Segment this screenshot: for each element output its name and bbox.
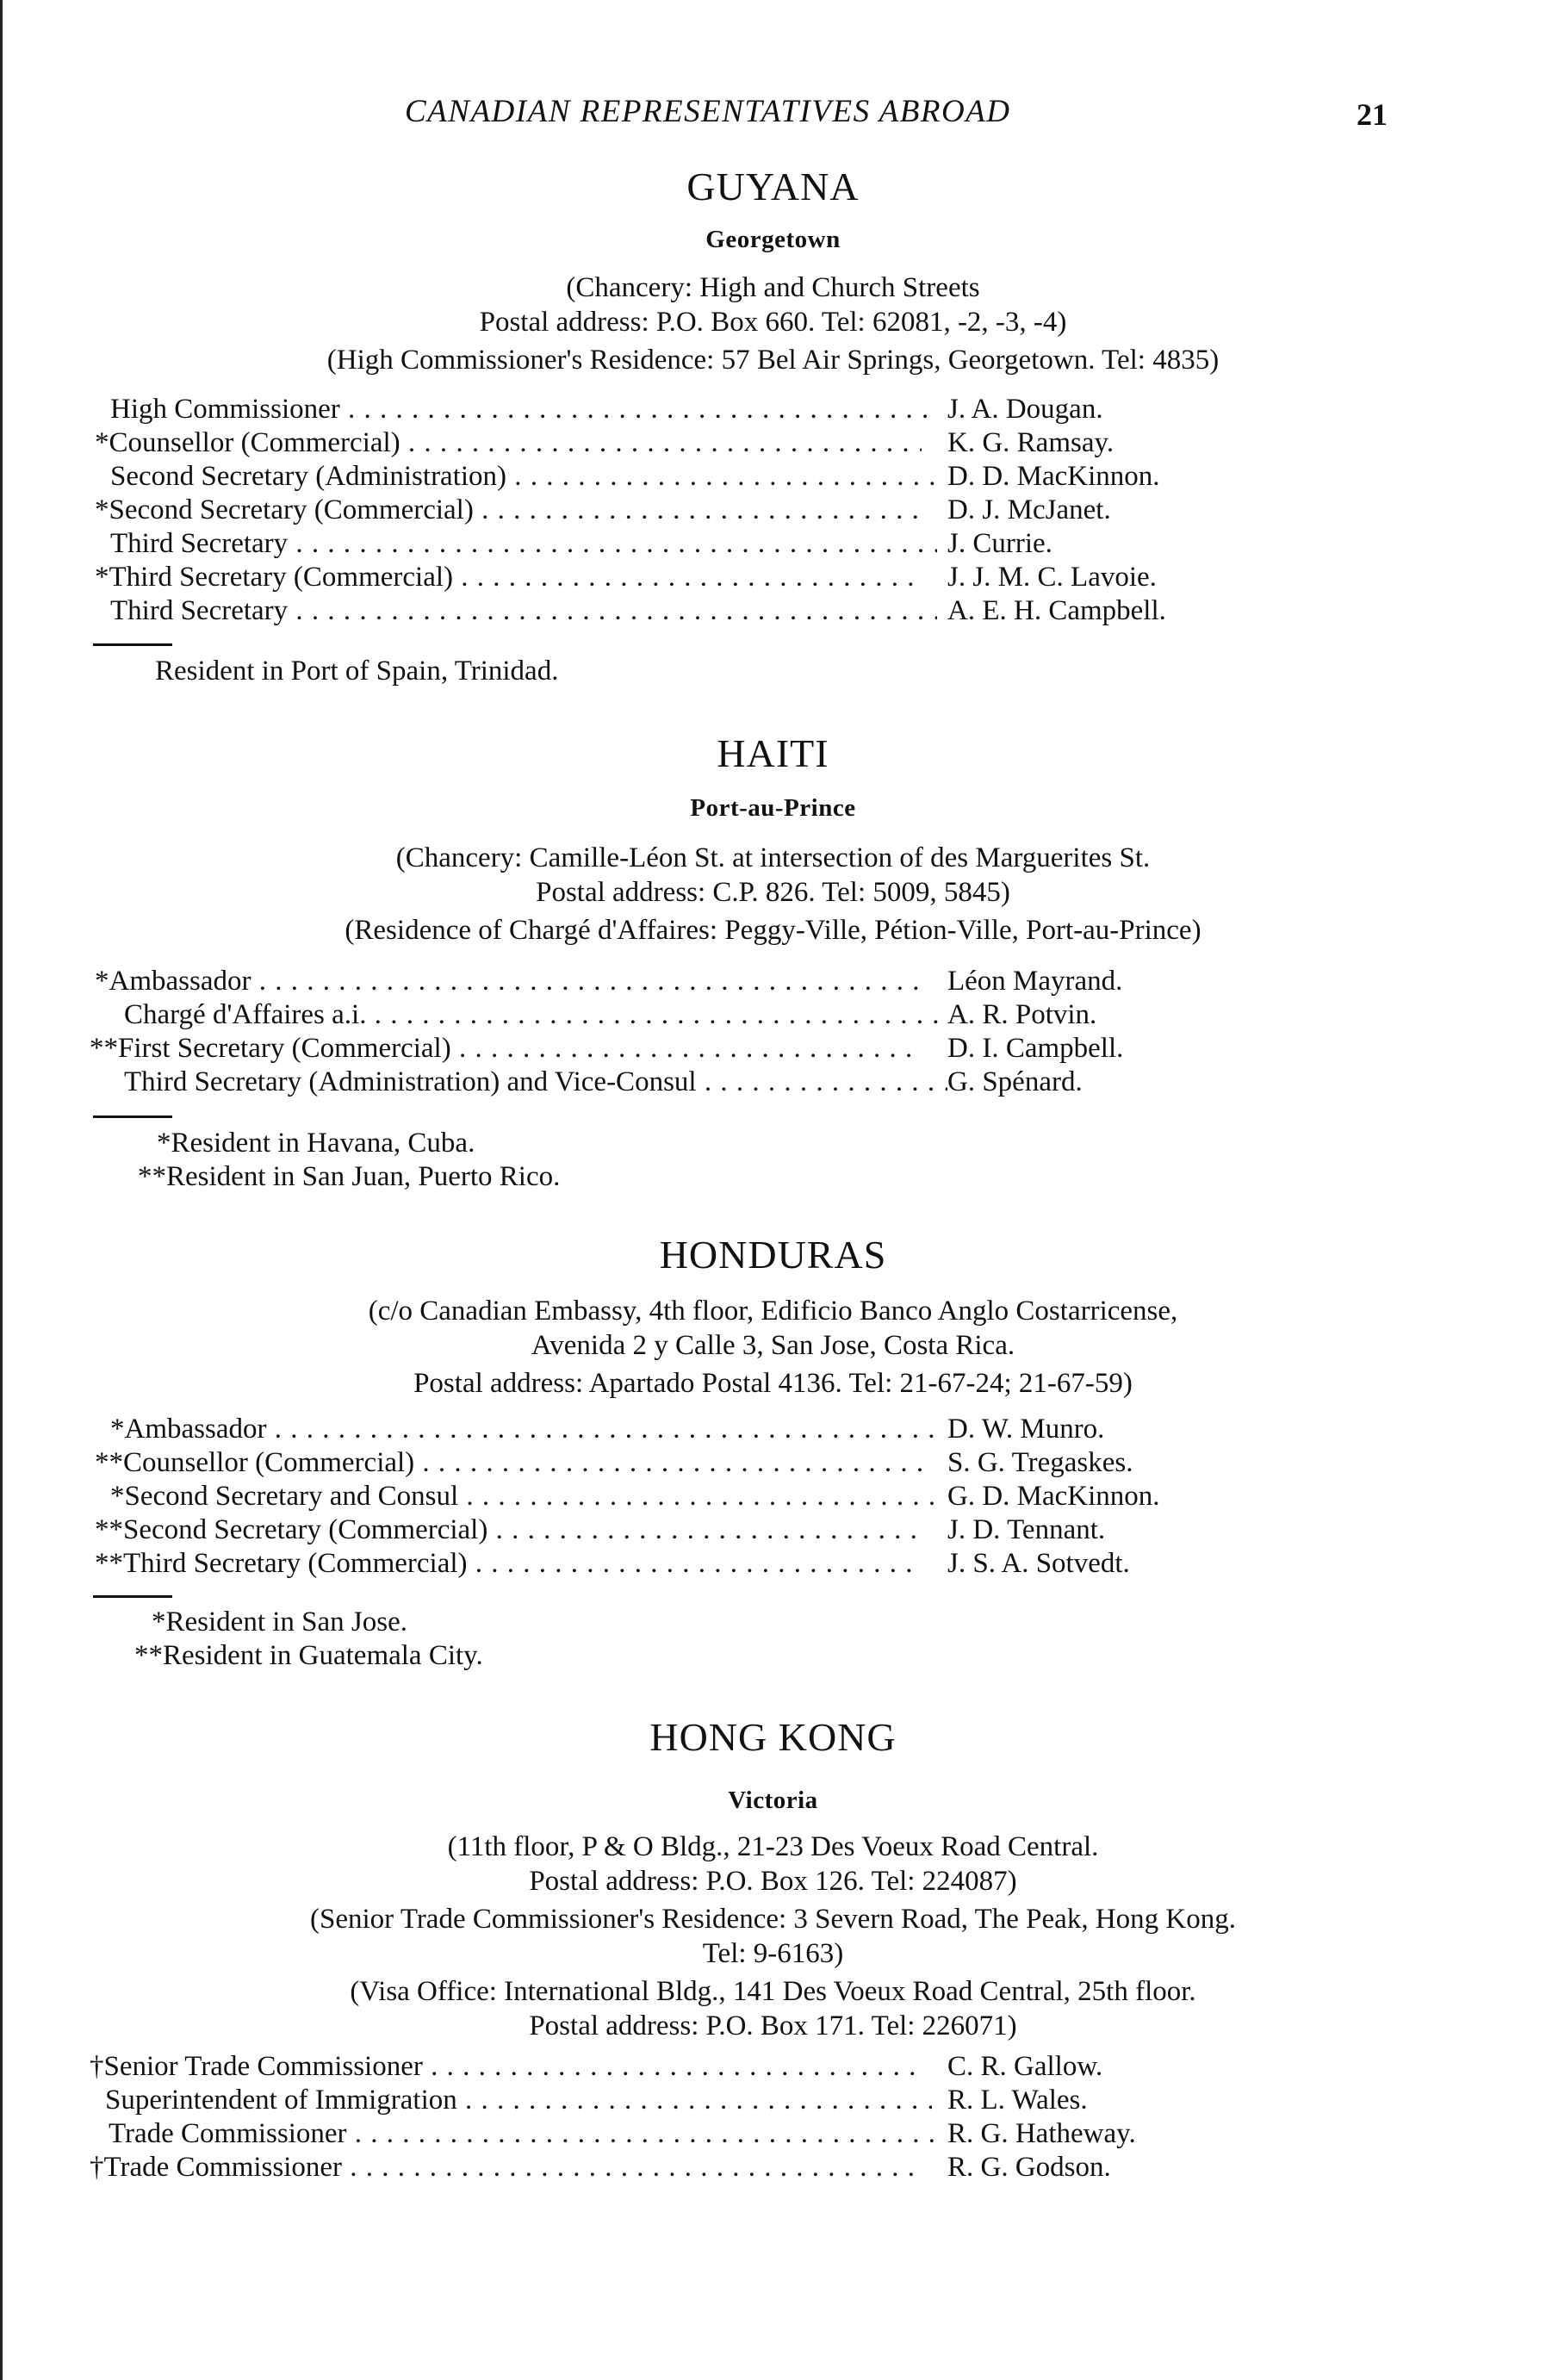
staff-name: Léon Mayrand.	[947, 966, 1123, 997]
country-heading: GUYANA	[686, 165, 860, 208]
staff-row	[90, 965, 1226, 998]
address-block	[0, 841, 1546, 948]
city-heading: Port-au-Prince	[690, 794, 856, 822]
footnotes	[138, 1127, 560, 1194]
staff-row	[90, 393, 1226, 426]
staff-name: J. S. A. Sotvedt.	[947, 1548, 1130, 1579]
staff-list	[90, 965, 1226, 1099]
footnote: **Resident in San Juan, Puerto Rico.	[138, 1161, 561, 1192]
staff-position: †Senior Trade Commissioner . . .	[90, 2050, 916, 2084]
address-block	[0, 1830, 1546, 2043]
staff-list	[90, 1413, 1226, 1581]
staff-name: C. R. Gallow.	[947, 2051, 1103, 2082]
address-line: (11th floor, P & O Bldg., 21-23 Des Voeux Road Central.	[447, 1831, 1099, 1862]
page-number: 21	[1357, 97, 1388, 132]
staff-row	[90, 998, 1226, 1032]
staff-name: J. Currie.	[947, 528, 1052, 559]
staff-list	[90, 2050, 1226, 2184]
staff-position: **Second Secretary (Commercial) . . .	[90, 1513, 922, 1547]
staff-list	[90, 393, 1226, 628]
staff-position: Third Secretary . . .	[90, 594, 937, 628]
staff-position: Trade Commissioner . . .	[90, 2117, 935, 2151]
staff-position: *Third Secretary (Commercial) . . .	[90, 561, 922, 594]
staff-position: *Second Secretary (Commercial) . . .	[90, 494, 922, 527]
address-line: (Chancery: Camille-Léon St. at intersection of des Marguerites St.	[395, 842, 1151, 873]
staff-row	[90, 2117, 1226, 2151]
staff-name: S. G. Tregaskes.	[947, 1447, 1133, 1478]
staff-name: D. J. McJanet.	[947, 494, 1111, 525]
city-heading: Georgetown	[705, 226, 841, 253]
footnote-rule	[93, 643, 172, 646]
staff-name: K. G. Ramsay.	[947, 427, 1114, 458]
staff-row	[90, 460, 1226, 494]
address-line: Postal address: C.P. 826. Tel: 5009, 5845)	[536, 877, 1010, 908]
staff-row	[90, 1413, 1226, 1446]
staff-row	[90, 1032, 1226, 1066]
staff-row	[90, 1547, 1226, 1581]
staff-name: R. G. Godson.	[947, 2152, 1111, 2183]
staff-name: G. D. MacKinnon.	[947, 1481, 1160, 1512]
address-line: (Chancery: High and Church Streets	[566, 272, 980, 303]
footnotes	[134, 1606, 483, 1673]
footnote: *Resident in San Jose.	[152, 1606, 407, 1637]
staff-row	[90, 594, 1226, 628]
staff-position: Second Secretary (Administration) . . .	[90, 460, 937, 494]
staff-position: *Counsellor (Commercial) . . .	[90, 426, 922, 460]
address-line: (Residence of Chargé d'Affaires: Peggy-Ville, Pétion-Ville, Port-au-Prince)	[345, 915, 1201, 946]
staff-name: D. W. Munro.	[947, 1414, 1105, 1445]
staff-position: *Ambassador . . .	[90, 1413, 937, 1446]
staff-row	[90, 1513, 1226, 1547]
footnote-rule	[93, 1595, 172, 1598]
staff-row	[90, 2151, 1226, 2184]
staff-position: **Third Secretary (Commercial) . . .	[90, 1547, 922, 1581]
country-heading: HONDURAS	[659, 1233, 887, 1277]
address-line: Postal address: P.O. Box 171. Tel: 226071)	[529, 2010, 1017, 2041]
staff-row	[90, 1066, 1226, 1099]
staff-row	[90, 1480, 1226, 1513]
staff-position: *Ambassador . . .	[90, 965, 922, 998]
address-line: (Visa Office: International Bldg., 141 Des Voeux Road Central, 25th floor.	[350, 1976, 1196, 2007]
city-heading: Victoria	[728, 1787, 818, 1814]
staff-row	[90, 494, 1226, 527]
address-line: Postal address: P.O. Box 660. Tel: 62081, -2, -3, -4)	[479, 307, 1067, 338]
staff-row	[90, 561, 1226, 594]
address-block	[0, 1294, 1546, 1401]
address-line: (c/o Canadian Embassy, 4th floor, Edificio Banco Anglo Costarricense,	[368, 1296, 1178, 1327]
address-line: Postal address: Apartado Postal 4136. Tel: 21-67-24; 21-67-59)	[413, 1368, 1133, 1399]
country-heading: HAITI	[717, 731, 829, 775]
staff-name: J. D. Tennant.	[947, 1514, 1106, 1545]
staff-row	[90, 2084, 1226, 2117]
footnote: *Resident in Havana, Cuba.	[157, 1128, 475, 1159]
address-line: (Senior Trade Commissioner's Residence: 3 Severn Road, The Peak, Hong Kong.	[310, 1904, 1236, 1935]
staff-name: D. I. Campbell.	[947, 1033, 1124, 1064]
staff-row	[90, 527, 1226, 561]
staff-name: G. Spénard.	[947, 1066, 1083, 1097]
staff-name: J. J. M. C. Lavoie.	[947, 562, 1157, 593]
country-heading: HONG KONG	[649, 1715, 897, 1759]
staff-name: R. G. Hatheway.	[947, 2118, 1136, 2149]
footnote: Resident in Port of Spain, Trinidad.	[155, 656, 559, 687]
staff-position: †Trade Commissioner . . .	[90, 2151, 916, 2184]
staff-position: **Counsellor (Commercial) . . .	[90, 1446, 922, 1480]
address-line: Avenida 2 y Calle 3, San Jose, Costa Rica.	[531, 1330, 1015, 1361]
staff-row	[90, 2050, 1226, 2084]
staff-name: R. L. Wales.	[947, 2085, 1088, 2116]
staff-position: Third Secretary (Administration) and Vice-Consul . . .	[90, 1066, 951, 1099]
staff-position: *Second Secretary and Consul . . .	[90, 1480, 937, 1513]
footnote: **Resident in Guatemala City.	[134, 1640, 483, 1671]
address-block	[0, 270, 1546, 377]
running-head-title: CANADIAN REPRESENTATIVES ABROAD	[405, 94, 1011, 129]
footnote-rule	[93, 1115, 172, 1118]
address-line: Tel: 9-6163)	[702, 1938, 844, 1969]
staff-position: Superintendent of Immigration . . .	[90, 2084, 932, 2117]
address-line: (High Commissioner's Residence: 57 Bel Air Springs, Georgetown. Tel: 4835)	[326, 345, 1220, 376]
staff-position: High Commissioner . . .	[90, 393, 937, 426]
staff-name: J. A. Dougan.	[947, 394, 1103, 425]
staff-name: D. D. MacKinnon.	[947, 461, 1160, 492]
staff-position: **First Secretary (Commercial) . . .	[90, 1032, 916, 1066]
staff-name: A. R. Potvin.	[947, 999, 1097, 1030]
staff-position: Chargé d'Affaires a.i. . . .	[90, 998, 951, 1032]
footnotes	[155, 655, 558, 688]
staff-row	[90, 426, 1226, 460]
staff-name: A. E. H. Campbell.	[947, 595, 1166, 626]
staff-position: Third Secretary . . .	[90, 527, 937, 561]
staff-row	[90, 1446, 1226, 1480]
address-line: Postal address: P.O. Box 126. Tel: 224087)	[529, 1866, 1017, 1897]
